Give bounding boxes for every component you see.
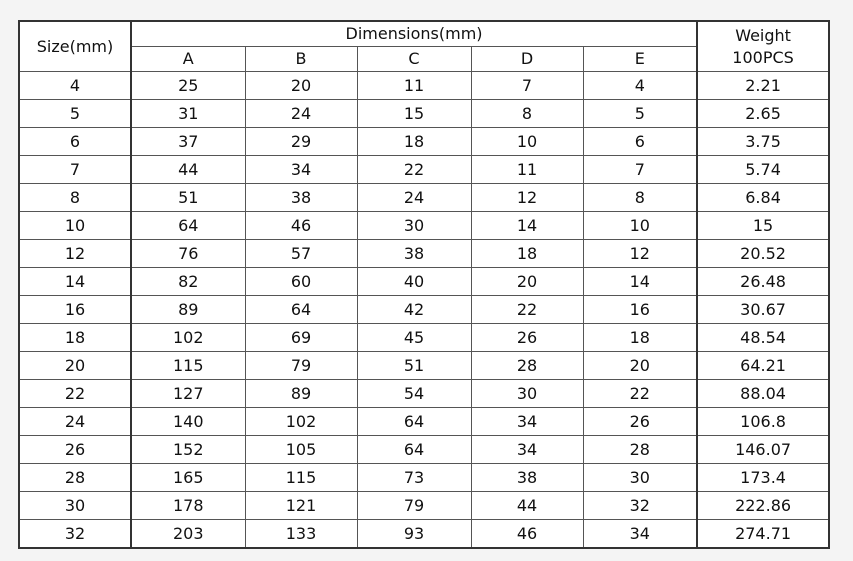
cell-c: 15: [357, 100, 471, 128]
cell-d: 11: [471, 156, 583, 184]
cell-a: 178: [131, 492, 245, 520]
table-row: [19, 352, 829, 380]
dimensions-table: [18, 20, 830, 549]
cell-b: 121: [245, 492, 357, 520]
table-row: [19, 100, 829, 128]
table-row: [19, 240, 829, 268]
cell-weight: 146.07: [697, 436, 829, 464]
cell-d: 12: [471, 184, 583, 212]
cell-a: 76: [131, 240, 245, 268]
cell-e: 32: [583, 492, 697, 520]
cell-b: 38: [245, 184, 357, 212]
cell-size: 10: [19, 212, 131, 240]
table-row: [19, 156, 829, 184]
table-row: [19, 436, 829, 464]
cell-e: 5: [583, 100, 697, 128]
cell-size: 16: [19, 296, 131, 324]
cell-size: 4: [19, 72, 131, 100]
dimension-b-header: B: [245, 47, 357, 72]
cell-size: 18: [19, 324, 131, 352]
cell-b: 102: [245, 408, 357, 436]
cell-a: 44: [131, 156, 245, 184]
cell-b: 105: [245, 436, 357, 464]
cell-weight: 5.74: [697, 156, 829, 184]
cell-e: 6: [583, 128, 697, 156]
cell-e: 28: [583, 436, 697, 464]
table-row: [19, 212, 829, 240]
dimension-a-header: A: [131, 47, 245, 72]
cell-a: 37: [131, 128, 245, 156]
cell-c: 11: [357, 72, 471, 100]
cell-size: 14: [19, 268, 131, 296]
cell-c: 51: [357, 352, 471, 380]
cell-a: 51: [131, 184, 245, 212]
cell-b: 29: [245, 128, 357, 156]
cell-b: 89: [245, 380, 357, 408]
cell-size: 12: [19, 240, 131, 268]
cell-weight: 2.65: [697, 100, 829, 128]
cell-e: 10: [583, 212, 697, 240]
cell-size: 24: [19, 408, 131, 436]
cell-a: 140: [131, 408, 245, 436]
cell-weight: 64.21: [697, 352, 829, 380]
cell-c: 42: [357, 296, 471, 324]
size-column-header: Size(mm): [19, 21, 131, 72]
cell-c: 22: [357, 156, 471, 184]
cell-e: 7: [583, 156, 697, 184]
cell-a: 127: [131, 380, 245, 408]
cell-a: 89: [131, 296, 245, 324]
cell-d: 26: [471, 324, 583, 352]
cell-a: 82: [131, 268, 245, 296]
cell-a: 115: [131, 352, 245, 380]
cell-b: 34: [245, 156, 357, 184]
cell-b: 115: [245, 464, 357, 492]
cell-weight: 48.54: [697, 324, 829, 352]
cell-size: 8: [19, 184, 131, 212]
cell-a: 25: [131, 72, 245, 100]
cell-d: 7: [471, 72, 583, 100]
cell-d: 44: [471, 492, 583, 520]
cell-c: 30: [357, 212, 471, 240]
cell-e: 26: [583, 408, 697, 436]
cell-d: 34: [471, 436, 583, 464]
cell-c: 93: [357, 520, 471, 549]
table-row: [19, 408, 829, 436]
cell-c: 40: [357, 268, 471, 296]
cell-weight: 222.86: [697, 492, 829, 520]
cell-size: 26: [19, 436, 131, 464]
cell-size: 28: [19, 464, 131, 492]
cell-c: 54: [357, 380, 471, 408]
cell-c: 38: [357, 240, 471, 268]
dimension-e-header: E: [583, 47, 697, 72]
table-body: [19, 72, 829, 549]
cell-b: 24: [245, 100, 357, 128]
cell-d: 46: [471, 520, 583, 549]
cell-size: 22: [19, 380, 131, 408]
cell-size: 32: [19, 520, 131, 549]
cell-a: 31: [131, 100, 245, 128]
cell-weight: 2.21: [697, 72, 829, 100]
cell-d: 38: [471, 464, 583, 492]
cell-b: 20: [245, 72, 357, 100]
cell-d: 30: [471, 380, 583, 408]
cell-c: 79: [357, 492, 471, 520]
cell-d: 22: [471, 296, 583, 324]
cell-weight: 3.75: [697, 128, 829, 156]
cell-c: 18: [357, 128, 471, 156]
cell-weight: 106.8: [697, 408, 829, 436]
cell-d: 18: [471, 240, 583, 268]
cell-a: 165: [131, 464, 245, 492]
cell-e: 8: [583, 184, 697, 212]
dimension-d-header: D: [471, 47, 583, 72]
table-row: [19, 380, 829, 408]
cell-d: 28: [471, 352, 583, 380]
cell-weight: 88.04: [697, 380, 829, 408]
cell-size: 7: [19, 156, 131, 184]
cell-b: 64: [245, 296, 357, 324]
cell-e: 12: [583, 240, 697, 268]
cell-d: 20: [471, 268, 583, 296]
weight-column-header: [697, 21, 829, 72]
cell-e: 30: [583, 464, 697, 492]
cell-d: 8: [471, 100, 583, 128]
cell-a: 152: [131, 436, 245, 464]
weight-header-line1: Weight: [735, 25, 791, 45]
cell-e: 22: [583, 380, 697, 408]
dimension-c-header: C: [357, 47, 471, 72]
header-row-1: [19, 21, 829, 47]
table-row: [19, 492, 829, 520]
cell-b: 60: [245, 268, 357, 296]
cell-weight: 26.48: [697, 268, 829, 296]
weight-header-line2: 100PCS: [732, 47, 794, 67]
cell-c: 64: [357, 436, 471, 464]
table-header: [19, 21, 829, 72]
cell-e: 4: [583, 72, 697, 100]
cell-weight: 6.84: [697, 184, 829, 212]
cell-b: 79: [245, 352, 357, 380]
cell-a: 102: [131, 324, 245, 352]
cell-d: 34: [471, 408, 583, 436]
cell-weight: 30.67: [697, 296, 829, 324]
cell-c: 64: [357, 408, 471, 436]
cell-weight: 20.52: [697, 240, 829, 268]
table-row: [19, 464, 829, 492]
cell-size: 5: [19, 100, 131, 128]
table-row: [19, 72, 829, 100]
cell-weight: 173.4: [697, 464, 829, 492]
cell-b: 46: [245, 212, 357, 240]
cell-weight: 274.71: [697, 520, 829, 549]
table-row: [19, 296, 829, 324]
cell-e: 14: [583, 268, 697, 296]
cell-size: 6: [19, 128, 131, 156]
cell-size: 20: [19, 352, 131, 380]
table-row: [19, 128, 829, 156]
cell-e: 34: [583, 520, 697, 549]
cell-e: 16: [583, 296, 697, 324]
cell-c: 24: [357, 184, 471, 212]
cell-size: 30: [19, 492, 131, 520]
cell-weight: 15: [697, 212, 829, 240]
table-row: [19, 268, 829, 296]
table-row: [19, 520, 829, 549]
cell-b: 57: [245, 240, 357, 268]
cell-d: 14: [471, 212, 583, 240]
table-row: [19, 324, 829, 352]
cell-d: 10: [471, 128, 583, 156]
cell-c: 45: [357, 324, 471, 352]
table-row: [19, 184, 829, 212]
cell-a: 64: [131, 212, 245, 240]
cell-e: 18: [583, 324, 697, 352]
cell-b: 69: [245, 324, 357, 352]
cell-c: 73: [357, 464, 471, 492]
cell-b: 133: [245, 520, 357, 549]
dimensions-group-header: Dimensions(mm): [131, 21, 697, 47]
cell-e: 20: [583, 352, 697, 380]
cell-a: 203: [131, 520, 245, 549]
